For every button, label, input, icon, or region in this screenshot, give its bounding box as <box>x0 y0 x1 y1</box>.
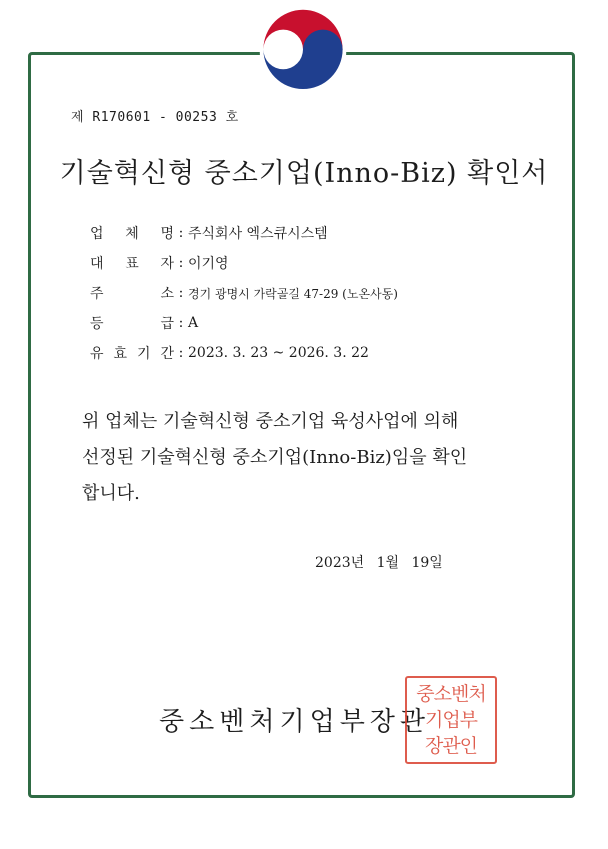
issue-date: 2023년 1월 19일 <box>315 555 443 571</box>
field-label: 등 급 <box>90 316 174 332</box>
issuer-name: 중소벤처기업부장관 <box>159 707 431 737</box>
field-validity: 유 효 기 간 : 2023. 3. 23 ~ 2026. 3. 22 <box>90 345 369 362</box>
official-seal-icon: 중소벤처 기업부 장관인 <box>405 676 497 764</box>
field-representative: 대 표 자 : 이기영 <box>90 255 229 272</box>
field-label: 유 효 기 간 <box>90 346 174 362</box>
taegeuk-emblem-icon <box>258 8 348 98</box>
field-label: 대 표 자 <box>90 256 174 272</box>
field-value: 주식회사 엑스큐시스템 <box>188 226 328 242</box>
field-value: 이기영 <box>188 256 229 272</box>
field-value: 경기 광명시 가락골길 47-29 (노온사동) <box>188 286 398 301</box>
field-value: A <box>188 315 199 331</box>
field-address: 주 소 : 경기 광명시 가락골길 47-29 (노온사동) <box>90 285 398 302</box>
certificate-title: 기술혁신형 중소기업(Inno-Biz) 확인서 <box>59 158 549 189</box>
certificate-body <box>82 404 552 512</box>
body-line: 선정된 기술혁신형 중소기업(Inno-Biz)임을 확인 <box>82 447 468 468</box>
field-grade: 등 급 : A <box>90 315 199 332</box>
body-line: 위 업체는 기술혁신형 중소기업 육성사업에 의해 <box>82 411 459 432</box>
certificate-number: 제 R170601 - 00253 호 <box>71 110 239 125</box>
certificate-fields <box>90 218 398 368</box>
field-label: 주 소 <box>90 286 174 302</box>
field-value: 2023. 3. 23 ~ 2026. 3. 22 <box>188 345 369 361</box>
field-label: 업 체 명 <box>90 226 174 242</box>
body-line: 합니다. <box>82 483 140 504</box>
field-company: 업 체 명 : 주식회사 엑스큐시스템 <box>90 225 328 242</box>
